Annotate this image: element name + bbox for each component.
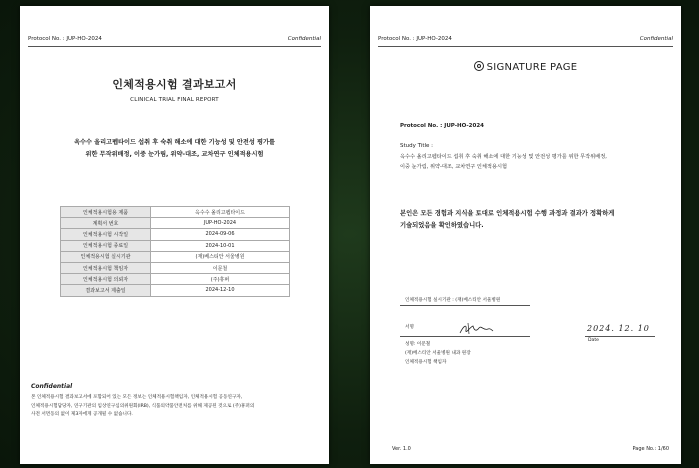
table-row [61, 251, 290, 262]
page-header [378, 36, 673, 42]
table-row [61, 274, 290, 285]
study-title [40, 137, 309, 161]
table-row [61, 240, 290, 251]
signer-dept: (재)베스티안 서울병원 내과 원장 [405, 351, 471, 356]
report-subtitle: CLINICAL TRIAL FINAL REPORT [130, 97, 219, 103]
study-title-line: 이중 눈가림, 위약-대조, 교차연구 인체적용시험 [400, 164, 507, 170]
confidential-heading: Confidential [31, 383, 73, 390]
study-title-line: 옥수수 올리고펩타이드 섭취 후 숙취 해소에 대한 기능성 및 안전성 평가를 [74, 139, 275, 146]
row-value: (재)베스티안 서울병원 [151, 251, 290, 262]
row-label: 계획서 번호 [61, 218, 151, 229]
signature-title-text: SIGNATURE PAGE [486, 62, 578, 73]
target-icon [474, 61, 484, 71]
handwritten-date: 2024. 12. 10 [587, 324, 650, 333]
confidential-label: Confidential [639, 36, 673, 42]
report-cover-page [20, 6, 329, 464]
confirmation-line: 기술되었음을 확인하였습니다. [400, 222, 484, 229]
signer-name: 성명: 이문철 [405, 342, 431, 347]
row-label: 인체적용시험용 제품 [61, 207, 151, 218]
confirmation-statement [400, 208, 670, 232]
protocol-number: Protocol No. : JUP-HO-2024 [400, 123, 484, 129]
row-value: 2024-09-06 [151, 229, 290, 240]
table-row [61, 207, 290, 218]
confidential-label: Confidential [287, 36, 321, 42]
table-row [61, 229, 290, 240]
row-value: 이문철 [151, 262, 290, 273]
confirmation-line: 본인은 모든 경험과 지식을 토대로 인체적용시험 수행 과정과 결과가 정확하게 [400, 210, 615, 217]
table-row [61, 218, 290, 229]
page-footer [392, 446, 669, 452]
study-title-label: Study Title : [400, 143, 434, 149]
trial-info-table [60, 206, 290, 297]
page-number: Page No.: 1/60 [632, 446, 669, 452]
handwritten-signature [458, 321, 494, 337]
row-label: 인체적용시험 책임자 [61, 262, 151, 273]
page-header [28, 36, 321, 42]
protocol-label: Protocol No. : JUP-HO-2024 [28, 36, 102, 42]
signature-underline [400, 336, 530, 337]
notice-line: 본 인체적용시험 결과보고서에 포함되어 있는 모든 정보는 인체적용시험책임자, 인체적용시험 공동연구자, [31, 395, 243, 400]
date-label: Date [588, 338, 599, 343]
header-divider [378, 46, 673, 47]
row-label: 인체적용시험 의뢰자 [61, 274, 151, 285]
study-title-line: 위한 무작위배정, 이중 눈가림, 위약-대조, 교차연구 인체적용시험 [85, 151, 264, 158]
institution-underline [400, 305, 530, 306]
row-value: 2024-12-10 [151, 285, 290, 296]
table-row [61, 285, 290, 296]
row-value: JUP-HO-2024 [151, 218, 290, 229]
row-label: 결과보고서 제출일 [61, 285, 151, 296]
notice-line: 사전 서면동의 없이 제3자에게 공개될 수 없습니다. [31, 412, 133, 417]
institution-text: 인체적용시험 실시기관 : (재)베스티안 서울병원 [405, 298, 501, 303]
signer-info [405, 340, 471, 367]
confidential-notice [31, 394, 323, 420]
sign-label: 서명 [405, 325, 414, 330]
signature-page-title [370, 61, 681, 73]
row-label: 인체적용시험 실시기관 [61, 251, 151, 262]
protocol-label: Protocol No. : JUP-HO-2024 [378, 36, 452, 42]
row-label: 인체적용시험 시작일 [61, 229, 151, 240]
row-value: 2024-10-01 [151, 240, 290, 251]
study-title [400, 152, 660, 172]
row-label: 인체적용시험 종료일 [61, 240, 151, 251]
table-row [61, 262, 290, 273]
row-value: 옥수수 올리고펩타이드 [151, 207, 290, 218]
version-label: Ver. 1.0 [392, 446, 411, 452]
date-underline [585, 336, 655, 337]
signer-role: 인체적용시험 책임자 [405, 360, 447, 365]
notice-line: 인체적용시험담당자, 연구기관의 임상연구심의위원회(IRB), 식품의약품안전처를 위해 제공된 것으로 (주)휴퍼의 [31, 403, 255, 409]
report-title: 인체적용시험 결과보고서 [112, 78, 237, 91]
study-title-line: 옥수수 올리고펩타이드 섭취 후 숙취 해소에 대한 기능성 및 안전성 평가를 위한 무작위배정, [400, 154, 607, 160]
signature-page [370, 6, 681, 464]
header-divider [28, 46, 321, 47]
row-value: (주)휴퍼 [151, 274, 290, 285]
